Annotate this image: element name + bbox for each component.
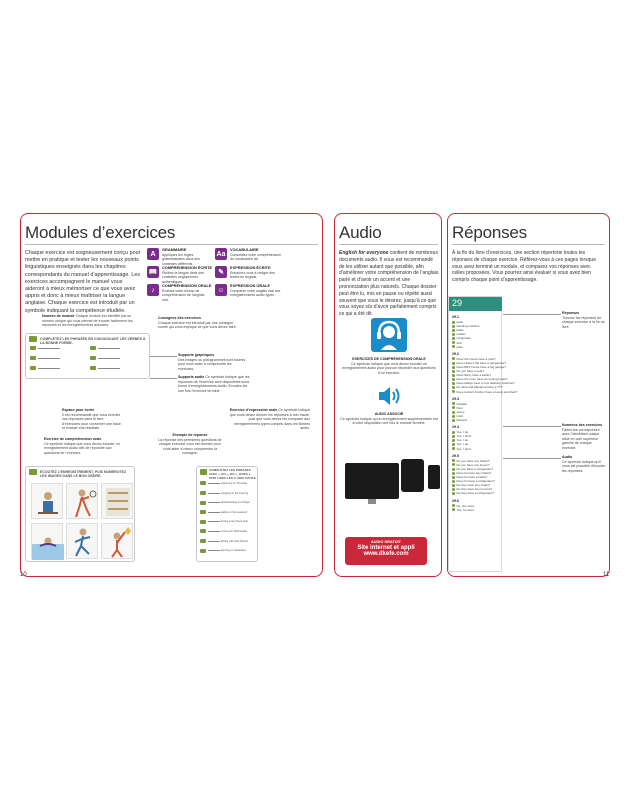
- answer-text: Do they have any lemons?: [456, 487, 493, 492]
- answer-text: refrigerator: [456, 336, 472, 341]
- exercise-card-speaking: [196, 466, 258, 562]
- page-number-right: 11: [603, 572, 610, 578]
- left-intro: Chaque exercice est soigneusement conçu pour mettre en pratique et tester les nouveaux points linguistiques enseignés dans les chapitres correspondants du manuel d’apprentissage. Les exercices accompagnent le manuel vous aideront à mieux mémoriser ce que vous avez appris et donc à mieux maîtriser la langue anglaise. Chaque exercice est introduit par un symbole indiquant la compétence étudiée.: [25, 250, 141, 314]
- listening-title: COMPRÉHENSION ORALE: [162, 283, 212, 288]
- leader-line: [503, 458, 561, 459]
- note-audio-answers: Audio Ce symbole indique qu’il vous est possible d’écouter les réponses.: [562, 455, 606, 473]
- answer-blank[interactable]: [208, 548, 220, 551]
- listening-desc: Évaluez votre niveau de compréhension de l’anglais oral.: [162, 289, 205, 302]
- answer-text: Do they have a refrigerator?: [456, 491, 494, 496]
- exercise-instruction: COMPLÉTEZ LES PHRASES AVEC « GO », DO », GOES », PUIS LISEZ-LES À VOIX HAUTE.: [209, 468, 257, 480]
- exercise-card-verbs: [25, 333, 150, 379]
- leader-line: [150, 356, 177, 357]
- exercise-row: [30, 356, 60, 360]
- answers-section-title: Réponses: [452, 223, 527, 242]
- answer-bullet: [452, 492, 455, 495]
- answer-line: [452, 508, 475, 512]
- answer-text: sink: [456, 340, 462, 345]
- answer-group-number: 29.5: [452, 453, 459, 458]
- module-number-badge: [29, 336, 37, 342]
- answer-blank[interactable]: [208, 481, 220, 484]
- answer-group-number: 29.4: [452, 425, 459, 430]
- left-section-title: Modules d’exercices: [25, 223, 176, 242]
- illustration-swimmer: [31, 523, 63, 559]
- answer-blank[interactable]: [208, 491, 220, 494]
- answer-text: Do you have a sofa?: [456, 369, 485, 373]
- speaking-title: EXPRESSION ORALE: [230, 283, 270, 288]
- answer-text: Yes, I don't.: [456, 446, 472, 451]
- row-text: swimming on Thursday: [220, 482, 248, 485]
- monitor-stand: [368, 499, 376, 504]
- row-number: [200, 529, 206, 533]
- answer-group-number: 29.6: [452, 498, 459, 503]
- grammar-title: GRAMMAIRE: [162, 247, 187, 252]
- row-text: fishing with their friends: [220, 539, 248, 543]
- answer-text: Does Isobel's brother have a lovely armchair?: [456, 389, 518, 394]
- answer-text: Paul: [456, 405, 463, 410]
- reading-desc: Étudiez la langue dans des contextes anglophones authentiques.: [162, 271, 205, 284]
- exercise-row: [90, 346, 120, 350]
- answer-group-number: 29.2: [452, 351, 459, 356]
- exercise-row: [200, 539, 248, 543]
- exercise-instruction: COMPLÉTEZ LES PHRASES EN CONJUGUANT LES VERBES À LA BONNE FORME.: [40, 337, 146, 345]
- exercise-row: [90, 356, 120, 360]
- grammar-desc: Appliquez les règles grammaticales dans des contextes différents.: [162, 253, 200, 266]
- note-sample-answer: Exemple de réponse La réponse des premières questions de chaque exercice vous est donnée pour vous aider à mieux comprendre la consigne.: [158, 433, 222, 456]
- exercise-row: [200, 491, 248, 495]
- free-audio-badge[interactable]: [345, 537, 427, 565]
- vocabulary-icon: Aa: [215, 248, 227, 260]
- answer-text: No, she does.: [456, 503, 476, 508]
- answer-text: toaster: [456, 332, 466, 337]
- phone-icon: [428, 465, 440, 489]
- badge-line-2: Site internet et appli: [357, 545, 415, 551]
- note-audio-support: Supports audio Ce symbole indique que les réponses de l’exercice sont disponibles sous forme d’enregistrements audio. Écoutez-les une fois l’exercice terminé.: [178, 375, 250, 393]
- monitor-icon: [345, 463, 399, 499]
- answer-text: desk: [456, 320, 463, 324]
- answer-text: Yes, he does.: [456, 507, 475, 512]
- badge-line-3: www.dkefe.com: [363, 551, 409, 557]
- row-text: skateboarding on Fridays: [220, 501, 250, 505]
- listening-icon: ♪: [147, 284, 159, 296]
- audio-intro: English for everyone contient de nombreux documents audio. Il vous est recommandé de les utiliser autant que possible, afin d’améliorer votre compréhension de l’anglais parlé et d’avoir un accent et une prononciation plus naturels. Chaque dossier peut être lu, mis en pause ou répété aussi souvent que vous le désirez, jusqu’à ce que vous soyez sûr d’avoir parfaitement compris ce qui a été dit.: [339, 250, 439, 318]
- exercise-instruction: ÉCOUTEZ L’ENREGISTREMENT, PUIS NUMÉROTEZ LES IMAGES DANS LE BON ORDRE.: [40, 470, 127, 478]
- unit-number-header: 29: [449, 297, 502, 311]
- answer-text: Does Helen's flat have a refrigerator?: [456, 360, 507, 365]
- answer-group-number: 29.3: [452, 396, 459, 401]
- answer-bullet: [452, 390, 455, 393]
- answer-text: Roberto: [456, 418, 468, 422]
- answer-text: Does Barry have a kettle?: [456, 373, 492, 378]
- associated-audio-icon: [377, 384, 403, 408]
- left-title-rule: [25, 244, 318, 245]
- row-number: [200, 549, 206, 553]
- answer-blank[interactable]: [208, 510, 220, 513]
- row-number: [200, 539, 206, 543]
- exercise-row: [90, 366, 120, 370]
- answer-bullet: [452, 345, 455, 348]
- answer-text: Yes, I do.: [456, 442, 469, 447]
- note-speaking-exercise: Exercice d’expression orale Ce symbole indique que vous devez donner les réponses à voix haute, puis que vous devez les comparer aux enregistrements types compris dans les fichiers audio.: [229, 408, 310, 431]
- note-instructions: Consignes des exercices Chaque exercice est introduit par une consigne courte qui vous explique ce que vous devez faire.: [158, 316, 237, 330]
- answer-text: Yes, I do.: [456, 438, 469, 443]
- answer-text: plant: [456, 344, 464, 349]
- note-exercise-numbers: Numéros des exercices Faites-les correspondre avec l’identifiant unique situé en coin supérieur gauche de chaque exercice.: [562, 423, 603, 450]
- row-text: boxing every December: [220, 520, 249, 524]
- note-listening-exercise: Exercice de compréhension orale Ce symbole indique que vous devez écouter un enregistrement audio afin de répondre aux questions de l’exercice.: [44, 437, 120, 455]
- reading-title: COMPRÉHENSION ÉCRITE: [162, 265, 213, 270]
- reading-icon: 📖: [147, 266, 159, 278]
- writing-title: EXPRESSION ÉCRITE: [230, 265, 271, 270]
- grammar-icon: A: [147, 248, 159, 260]
- note-graphic-support: Supports graphiques Des images ou pictogrammes sont fournis pour vous aider à comprendre les exercices.: [178, 353, 246, 371]
- row-number: [200, 501, 206, 505]
- vocabulary-title: VOCABULAIRE: [230, 247, 259, 252]
- answer-line: [452, 418, 467, 422]
- answer-text: washing machine: [456, 324, 480, 329]
- tablet-icon: [401, 459, 424, 492]
- vocabulary-desc: Consolidez votre compréhension du vocabulaire clé.: [230, 253, 281, 262]
- listening-exercises-note: EXERCICES DE COMPRÉHENSION ORALE Ce symbole indique que vous devez écouter un enregistrement audio pour pouvoir répondre aux questions d’un exercice.: [342, 357, 436, 375]
- audio-section-title: Audio: [339, 223, 382, 242]
- answer-blank[interactable]: [208, 519, 220, 522]
- answer-line: [452, 491, 494, 495]
- exercise-row: [200, 510, 247, 514]
- answer-group-number: 29.1: [452, 315, 459, 319]
- module-number-badge: [200, 469, 207, 475]
- illustration-tennis: [66, 483, 98, 519]
- answer-bullet: [452, 508, 455, 511]
- associated-audio-note: AUDIO ASSOCIÉ Ce symbole indique qu’un enregistrement supplémentaire est à votre disposition une fois le module terminé.: [340, 412, 438, 426]
- writing-icon: ✎: [215, 266, 227, 278]
- note-answers: Réponses Trouvez les réponses de chaque exercice à la fin du livre.: [562, 311, 605, 329]
- row-text: shopping in the evening: [220, 491, 249, 495]
- row-number: [200, 510, 206, 514]
- answer-text: Do they have any chairs?: [456, 483, 491, 488]
- audio-title-rule: [339, 244, 438, 245]
- answer-text: kettle: [456, 328, 464, 333]
- leader-line: [503, 426, 561, 427]
- answer-text: Does Marge have a new washing machine?: [456, 381, 515, 386]
- answers-title-rule: [452, 244, 605, 245]
- speaking-icon: ☺: [215, 284, 227, 296]
- writing-desc: Entraînez-vous à rédiger des textes en anglais.: [230, 271, 275, 280]
- answer-text: Does he have any chairs?: [456, 470, 492, 475]
- answer-line: [452, 390, 517, 394]
- note-module-number: Numéro de module Chaque module est identifié par un numéro unique qui vous permet de trouver facilement les réponses et les enregistrements associés.: [42, 314, 133, 328]
- page-number-left: 10: [20, 572, 27, 578]
- answers-intro: À la fin du livre d’exercices, une section répertorie toutes les réponses de chaque exercice. Référez-vous à ces pages lorsque vous avez terminé un module, et comparez vos réponses avec celles proposées. Vous pourrez ainsi évaluer si vous avez bien compris chaque point d’apprentissage.: [452, 250, 596, 284]
- answer-text: Does the house have a pool?: [456, 356, 496, 361]
- exercise-row: [200, 500, 250, 504]
- answer-text: Claudia: [456, 401, 467, 406]
- answer-bullet: [452, 419, 455, 422]
- answer-text: Does he have a refrigerator?: [456, 479, 495, 484]
- illustration-reading: [31, 483, 63, 519]
- row-number: [200, 481, 206, 485]
- answer-text: Yes, I don't.: [456, 434, 472, 439]
- exercise-card-listening: [25, 466, 135, 562]
- illustration-shelves: [101, 483, 133, 519]
- row-text: dancing on Saturdays: [220, 549, 246, 553]
- row-number: [200, 520, 206, 524]
- answer-text: Does he have a kettle?: [456, 475, 488, 479]
- speaking-desc: Comparez votre anglais oral aux enregistrements audio types.: [230, 289, 281, 298]
- illustration-kite: [101, 523, 133, 559]
- answer-text: Do Jack and Marianne have a TV?: [456, 385, 503, 390]
- answer-text: Do you have any lemon?: [456, 462, 490, 467]
- exercise-row: [200, 548, 246, 552]
- answer-text: Jenny: [456, 409, 465, 414]
- exercise-row: [200, 481, 247, 485]
- answer-text: Colin: [456, 413, 464, 418]
- answer-text: Yes, I do.: [456, 430, 469, 435]
- answer-line: [452, 447, 472, 451]
- row-number: [200, 491, 206, 495]
- listening-audio-icon: [371, 318, 407, 352]
- answer-blank[interactable]: [208, 539, 220, 542]
- answer-text: Does Bill's house have a big garage?: [456, 364, 506, 369]
- answer-text: Does the room have an ironing board?: [456, 377, 508, 382]
- leader-line: [503, 314, 561, 315]
- row-text: running on Wednesday: [220, 530, 248, 533]
- exercise-row: [200, 529, 247, 533]
- badge-line-1: AUDIO GRATUIT: [371, 540, 401, 544]
- note-writing-space: Espace pour écrire Il est recommandé que vous écriviez vos réponses dans le livre d’exercices pour conserver une trace et évaluer vos résultats.: [62, 408, 121, 431]
- illustration-runner: [66, 523, 98, 559]
- answer-text: Do you have any chairs?: [456, 458, 490, 463]
- answer-line: [452, 345, 463, 349]
- answer-bullet: [452, 447, 455, 450]
- leader-line: [150, 378, 177, 379]
- exercise-row: [30, 366, 60, 370]
- module-number-badge: [29, 469, 37, 475]
- exercise-row: [200, 519, 248, 523]
- answer-blank[interactable]: [208, 529, 220, 532]
- answer-text: Do you have a refrigerator?: [456, 466, 494, 471]
- row-text: sailing on the weekend: [220, 510, 248, 514]
- answer-blank[interactable]: [208, 500, 220, 503]
- answers-sample-page: [448, 296, 518, 572]
- exercise-row: [30, 346, 60, 350]
